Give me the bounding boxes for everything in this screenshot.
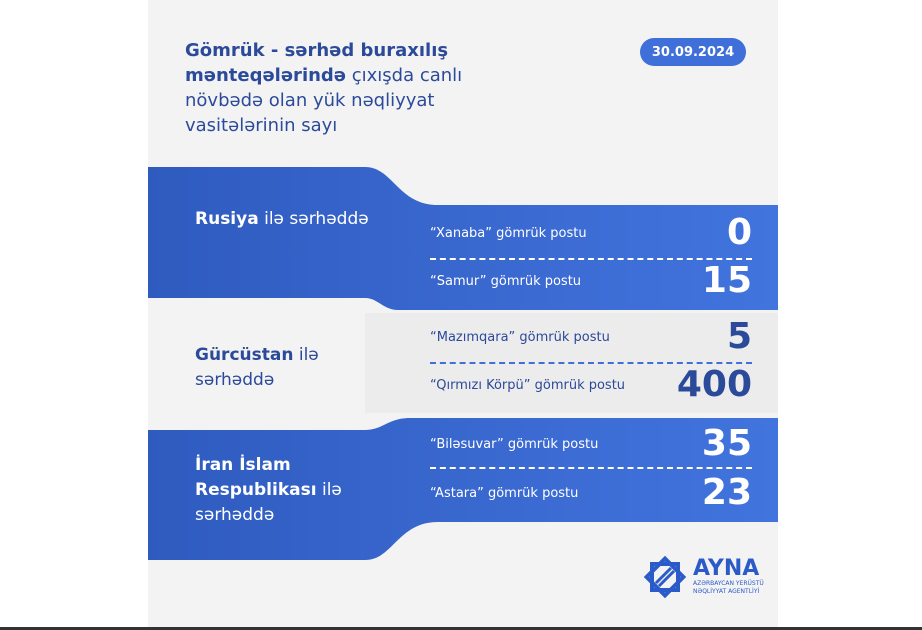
post-label: “Mazımqara” gömrük postu [430, 330, 610, 345]
post-value: 23 [701, 472, 752, 513]
logo-subtitle: NƏQLİYYAT AGENTLİYİ [693, 588, 760, 595]
post-value: 0 [726, 212, 752, 253]
date-badge: 30.09.2024 [640, 38, 746, 66]
logo-name: AYNA [693, 556, 760, 581]
post-label: “Samur” gömrük postu [430, 274, 582, 289]
page-title: Gömrük - sərhəd buraxılış mənteqələrində çıxışda canlı növbədə olan yük nəqliyyat vasitələrinin sayı [185, 40, 463, 136]
divider [430, 467, 752, 469]
post-label: “Xanaba” gömrük postu [430, 226, 587, 241]
post-value: 5 [726, 316, 752, 357]
post-value: 35 [701, 423, 752, 464]
post-label: “Astara” gömrük postu [430, 486, 579, 501]
region-russia: Rusiya ilə sərhəddə [195, 209, 369, 229]
region-iran: İran İslam Respublikası ilə sərhəddə [195, 455, 342, 525]
post-label: “Biləsuvar” gömrük postu [430, 437, 599, 452]
infographic [148, 0, 778, 628]
post-value: 15 [701, 260, 752, 301]
ayna-star-icon [643, 555, 687, 599]
ayna-logo [643, 555, 764, 599]
logo-subtitle: AZƏRBAYCAN YERÜSTÜ [693, 580, 764, 587]
post-label: “Qırmızı Körpü” gömrük postu [430, 378, 626, 393]
region-georgia: Gürcüstan ilə sərhəddə [195, 345, 319, 390]
post-value: 400 [676, 364, 752, 405]
